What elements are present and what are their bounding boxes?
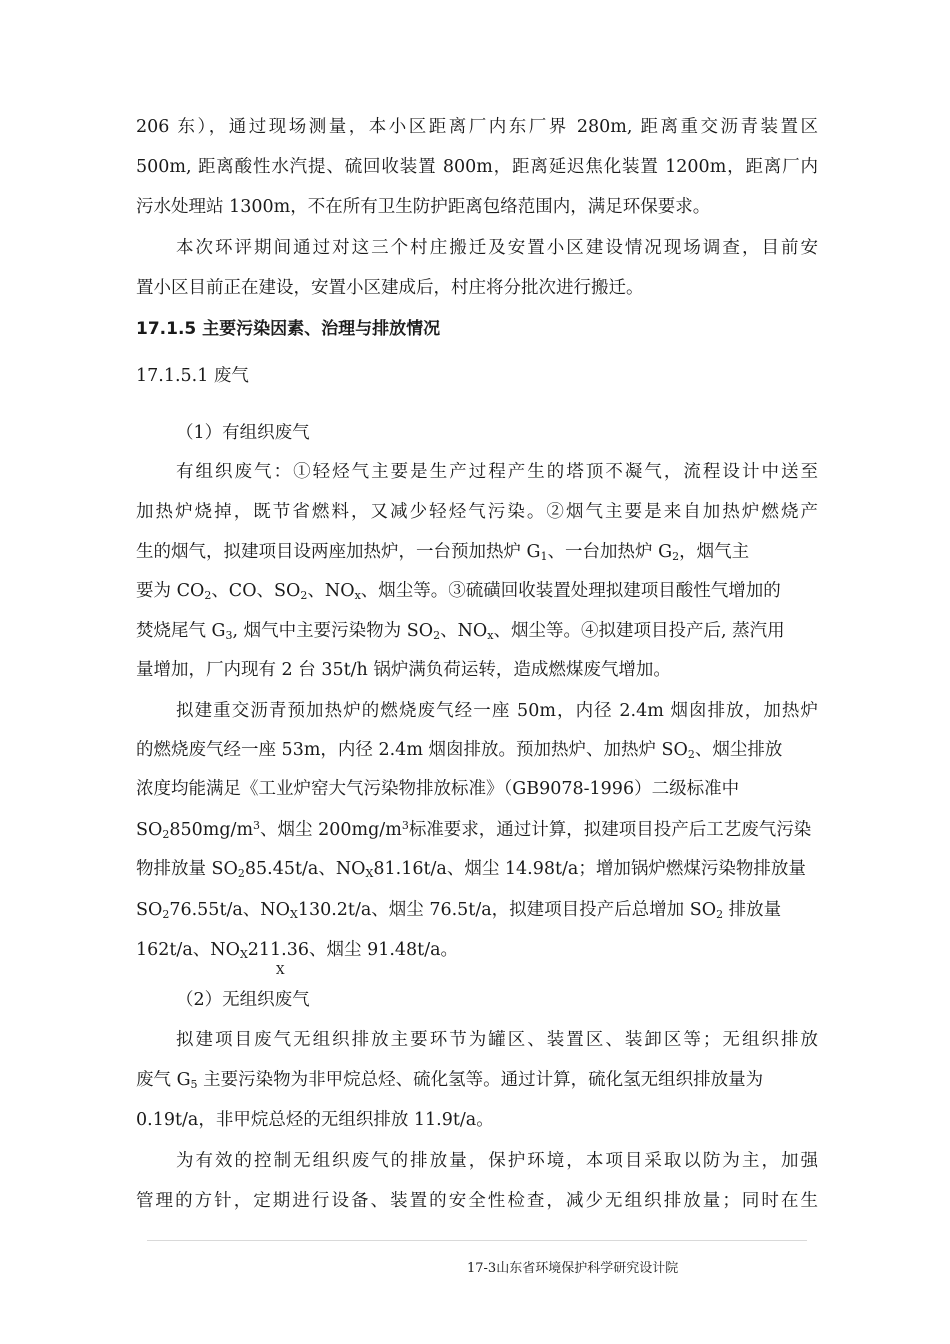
stray-mark: X <box>276 963 285 977</box>
paragraph-line: 0.19t/a，非甲烷总烃的无组织排放 11.9t/a。 <box>136 1110 494 1130</box>
section-heading: 17.1.5 主要污染因素、治理与排放情况 <box>136 319 441 339</box>
paragraph-line: 拟建项目废气无组织排放主要环节为罐区、装置区、装卸区等；无组织排放 <box>176 1030 818 1050</box>
text-run: 、烟尘 200mg/m <box>260 820 402 840</box>
paragraph-line: 污水处理站 1300m，不在所有卫生防护距离包络范围内，满足环保要求。 <box>136 197 711 217</box>
paragraph-line: 管理的方针，定期进行设备、装置的安全性检查，减少无组织排放量；同时在生 <box>136 1191 818 1211</box>
text-run: 标准要求，通过计算，拟建项目投产后工艺废气污染 <box>408 820 812 840</box>
item-heading-fugitive: （2）无组织废气 <box>176 990 310 1010</box>
text-run: , 烟气中主要污染物为 SO <box>232 621 434 641</box>
item-heading-organized: （1）有组织废气 <box>176 423 310 443</box>
paragraph-line: 拟建重交沥青预加热炉的燃烧废气经一座 50m，内径 2.4m 烟囱排放，加热炉 <box>176 701 818 721</box>
text-run: 生的烟气，拟建项目设两座加热炉，一台预加热炉 G <box>136 542 541 562</box>
paragraph-line <box>136 857 806 881</box>
subscript: 5 <box>190 1078 198 1091</box>
subscript: 2 <box>204 589 212 602</box>
text-run: 、烟尘等。④拟建项目投产后, 蒸汽用 <box>493 621 785 641</box>
subscript: 2 <box>162 908 170 921</box>
text-run: 、一台加热炉 G <box>547 542 673 562</box>
text-run: 排放量 <box>723 900 782 920</box>
paragraph-line: 本次环评期间通过对这三个村庄搬迁及安置小区建设情况现场调查，目前安 <box>176 238 818 258</box>
subscript: X <box>239 948 248 961</box>
subscript: 2 <box>716 908 724 921</box>
text-run: ，烟气主 <box>679 542 750 562</box>
text-run: 211.36、烟尘 91.48t/a。 <box>247 940 459 960</box>
text-run: 、烟尘排放 <box>694 740 783 760</box>
text-run: 、NO <box>307 581 355 601</box>
superscript: 3 <box>401 819 409 832</box>
paragraph-line <box>136 1068 763 1092</box>
paragraph-line: 为有效的控制无组织废气的排放量，保护环境，本项目采取以防为主，加强 <box>176 1151 818 1171</box>
paragraph-line <box>136 619 785 643</box>
text-run: 130.2t/a、烟尘 76.5t/a，拟建项目投产后总增加 SO <box>297 900 717 920</box>
paragraph-line <box>136 818 811 842</box>
subscript: 2 <box>162 828 170 841</box>
subscript: x <box>354 589 361 602</box>
text-run: 的燃烧废气经一座 53m，内径 2.4m 烟囱排放。预加热炉、加热炉 SO <box>136 740 688 760</box>
text-run: 85.45t/a、NO <box>244 859 366 879</box>
subscript: x <box>487 629 494 642</box>
text-run: SO <box>136 900 163 920</box>
paragraph-line: 置小区目前正在建设，安置小区建成后，村庄将分批次进行搬迁。 <box>136 278 644 298</box>
subscript: 2 <box>687 748 695 761</box>
paragraph-line <box>136 540 749 564</box>
text-run: 76.55t/a、NO <box>169 900 290 920</box>
subsection-heading: 17.1.5.1 废气 <box>136 366 249 386</box>
text-run: 、NO <box>440 621 488 641</box>
text-run: 废气 G <box>136 1070 191 1090</box>
text-run: 850mg/m <box>169 820 254 840</box>
paragraph-line <box>136 898 781 922</box>
text-run: 要为 CO <box>136 581 205 601</box>
superscript: 3 <box>253 819 261 832</box>
text-run: 162t/a、NO <box>136 940 240 960</box>
paragraph-line: 206 东），通过现场测量，本小区距离厂内东厂界 280m, 距离重交沥青装置区 <box>136 117 818 137</box>
footer-divider <box>147 1240 807 1241</box>
page-footer: 17-3山东省环境保护科学研究设计院 <box>467 1261 679 1276</box>
text-run: 、CO、SO <box>211 581 301 601</box>
text-run: 主要污染物为非甲烷总烃、硫化氢等。通过计算，硫化氢无组织排放量为 <box>197 1070 764 1090</box>
text-run: 81.16t/a、烟尘 14.98t/a；增加锅炉燃煤污染物排放量 <box>373 859 806 879</box>
text-run: 、烟尘等。③硫磺回收装置处理拟建项目酸性气增加的 <box>360 581 781 601</box>
subscript: 2 <box>433 629 441 642</box>
paragraph-line: 量增加，厂内现有 2 台 35t/h 锅炉满负荷运转，造成燃煤废气增加。 <box>136 660 671 680</box>
text-run: SO <box>136 820 163 840</box>
paragraph-line: 500m, 距离酸性水汽提、硫回收装置 800m，距离延迟焦化装置 1200m，距离厂内 <box>136 157 818 177</box>
paragraph-line <box>136 579 781 603</box>
paragraph-line: 加热炉烧掉，既节省燃料，又减少轻烃气污染。②烟气主要是来自加热炉燃烧产 <box>136 502 818 522</box>
subscript: 2 <box>300 589 308 602</box>
subscript: 2 <box>672 550 680 563</box>
subscript: 2 <box>237 867 245 880</box>
subscript: X <box>289 908 298 921</box>
text-run: 焚烧尾气 G <box>136 621 226 641</box>
text-run: 物排放量 SO <box>136 859 238 879</box>
paragraph-line: 有组织废气：①轻烃气主要是生产过程产生的塔顶不凝气，流程设计中送至 <box>176 462 818 482</box>
subscript: 3 <box>225 629 233 642</box>
subscript: 1 <box>540 550 548 563</box>
paragraph-line: 浓度均能满足《工业炉窑大气污染物排放标准》（GB9078-1996）二级标准中 <box>136 779 740 799</box>
subscript: X <box>365 867 374 880</box>
paragraph-line <box>136 738 782 762</box>
paragraph-line <box>136 938 458 962</box>
